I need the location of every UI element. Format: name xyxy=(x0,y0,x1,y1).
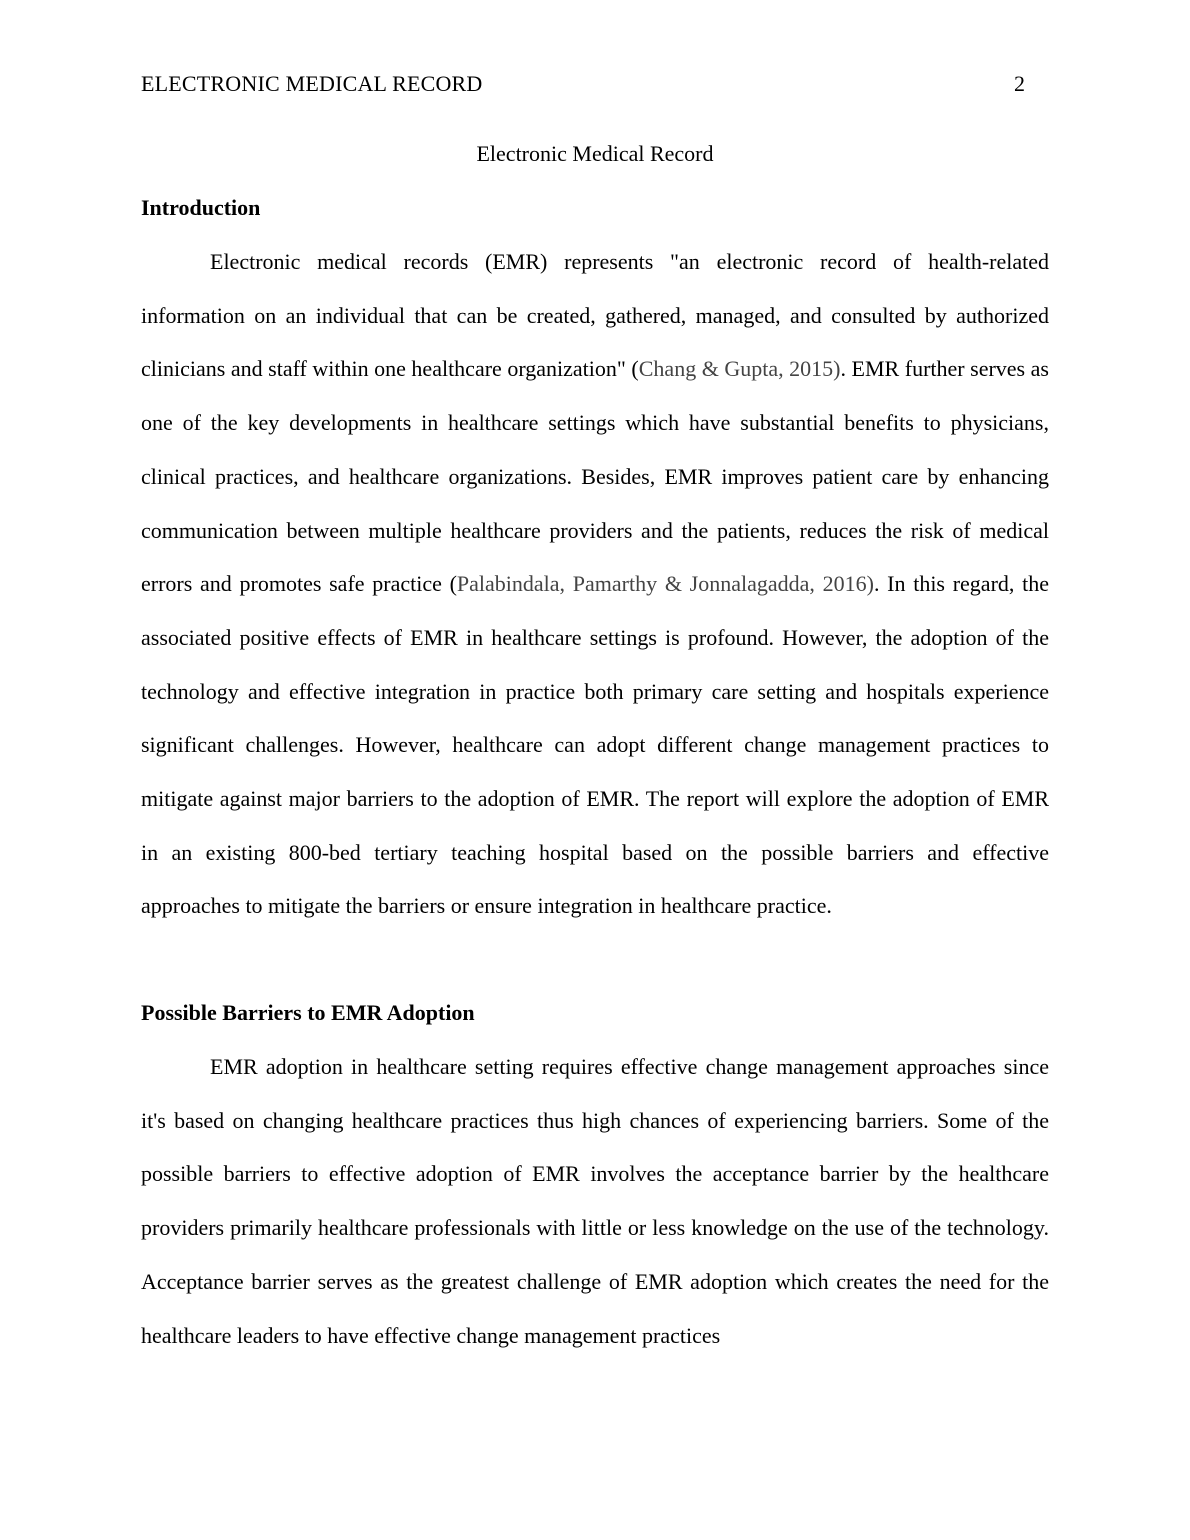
page-number: 2 xyxy=(1014,71,1025,96)
running-head: ELECTRONIC MEDICAL RECORD xyxy=(141,71,483,96)
section-heading-introduction: Introduction xyxy=(141,195,261,220)
document-title: Electronic Medical Record xyxy=(476,141,714,166)
intro-text-part-2: . EMR further serves as one of the key developments in healthcare settings which have substantial benefits to physicians, clinical practices, and healthcare organizations. Besides, EMR improves patient care by enhancing communication between multiple healthcare providers and the patients, reduces the risk of medical errors and promotes safe practice ( xyxy=(141,356,1049,597)
introduction-paragraph xyxy=(141,235,1049,933)
intro-text-part-3: . In this regard, the associated positive effects of EMR in healthcare settings is profound. However, the adoption of the technology and effective integration in practice both primary care setting and hospitals experience significant challenges. However, healthcare can adopt different change management practices to mitigate against major barriers to the adoption of EMR. The report will explore the adoption of EMR in an existing 800-bed tertiary teaching hospital based on the possible barriers and effective approaches to mitigate the barriers or ensure integration in healthcare practice. xyxy=(141,571,1049,919)
intro-text-part-1: Electronic medical records (EMR) represents "an electronic record of health-related information on an individual that can be created, gathered, managed, and consulted by authorized clinicians and staff within one healthcare organization" ( xyxy=(141,249,1049,382)
citation-chang-gupta: Chang & Gupta, 2015) xyxy=(638,356,841,382)
barriers-paragraph: EMR adoption in healthcare setting requires effective change management approaches since it's based on changing healthcare practices thus high chances of experiencing barriers. Some of the possible barriers to effective adoption of EMR involves the acceptance barrier by the healthcare providers primarily healthcare professionals with little or less knowledge on the use of the technology. Acceptance barrier serves as the greatest challenge of EMR adoption which creates the need for the healthcare leaders to have effective change management practices xyxy=(141,1054,1049,1348)
citation-palabindala: Palabindala, Pamarthy & Jonnalagadda, 2016) xyxy=(456,571,874,597)
section-heading-barriers: Possible Barriers to EMR Adoption xyxy=(141,1000,475,1025)
